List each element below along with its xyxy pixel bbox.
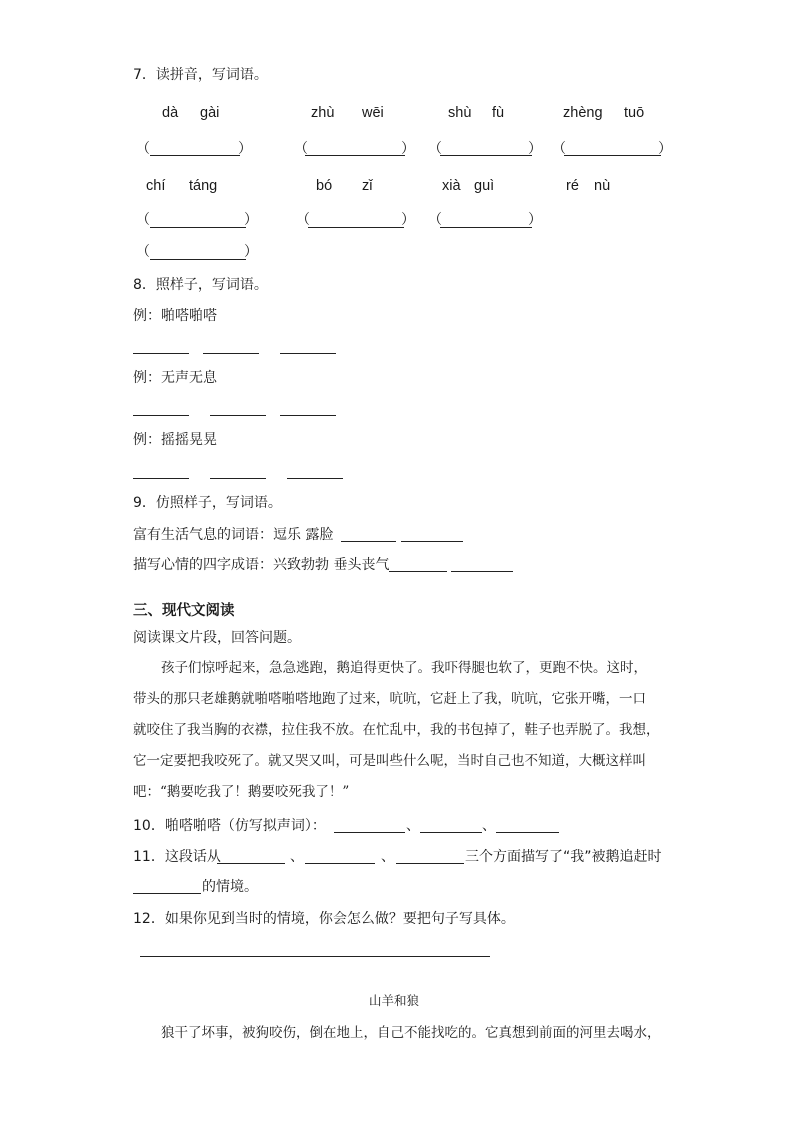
q12-text: 12．如果你见到当时的情境，你会怎么做？要把句子写具体。 (133, 911, 515, 927)
answer-blank[interactable] (341, 541, 396, 542)
pinyin: shù (448, 105, 472, 121)
separator: 、 (290, 849, 304, 865)
answer-blank[interactable] (217, 863, 285, 864)
pinyin: chí (146, 178, 166, 194)
separator: 、 (381, 849, 395, 865)
answer-blank[interactable] (150, 227, 246, 228)
pinyin: zhèng (563, 105, 603, 121)
q8-example-3: 例：摇摇晃晃 (133, 432, 217, 448)
pinyin: táng (189, 178, 218, 194)
answer-blank[interactable] (451, 571, 513, 572)
bracket-close: ） (244, 244, 258, 260)
answer-blank[interactable] (564, 155, 661, 156)
answer-blank[interactable] (305, 863, 375, 864)
bracket-open: （ (294, 141, 308, 157)
answer-blank[interactable] (401, 541, 463, 542)
story-line: 狼干了坏事，被狗咬伤，倒在地上，自己不能找吃的。它真想到前面的河里去喝水， (161, 1025, 661, 1041)
pinyin: dà (162, 105, 179, 121)
bracket-open: （ (552, 141, 566, 157)
pinyin: tuō (624, 105, 645, 121)
pinyin: wēi (362, 105, 384, 121)
bracket-close: ） (244, 212, 258, 228)
passage-line: 就咬住了我当胸的衣襟，拉住我不放。在忙乱中，我的书包掉了，鞋子也弄脱了。我想， (133, 722, 660, 738)
pinyin: xià (442, 178, 461, 194)
q8-example-2: 例：无声无息 (133, 370, 217, 386)
answer-blank[interactable] (133, 353, 189, 354)
q11-text-b: 三个方面描写了“我”被鹅追赶时 (465, 849, 662, 865)
answer-blank[interactable] (280, 415, 336, 416)
bracket-open: （ (296, 212, 310, 228)
bracket-close: ） (401, 141, 415, 157)
bracket-close: ） (658, 141, 672, 157)
bracket-close: ） (528, 141, 542, 157)
answer-blank[interactable] (305, 155, 405, 156)
q7-title: 7．读拼音，写词语。 (133, 67, 268, 83)
pinyin: bó (316, 178, 333, 194)
passage-line: 带头的那只老雄鹅就啪嗒啪嗒地跑了过来，吭吭，它赶上了我，吭吭，它张开嘴，一口 (133, 691, 646, 707)
reading-instruction: 阅读课文片段，回答问题。 (133, 630, 301, 646)
answer-blank[interactable] (203, 353, 259, 354)
pinyin: gài (200, 105, 220, 121)
q10-text: 10．啪嗒啪嗒（仿写拟声词）： (133, 818, 326, 834)
pinyin: ré (566, 178, 579, 194)
answer-blank[interactable] (280, 353, 336, 354)
q11-text-a: 11．这段话从 (133, 849, 221, 865)
answer-line[interactable] (140, 956, 490, 957)
answer-blank[interactable] (334, 832, 405, 833)
answer-blank[interactable] (150, 155, 240, 156)
bracket-open: （ (428, 141, 442, 157)
passage-line: 吧：“鹅要吃我了！鹅要咬死我了！” (133, 784, 350, 800)
bracket-close: ） (528, 212, 542, 228)
pinyin: guì (474, 178, 495, 194)
q8-example-1: 例：啪嗒啪嗒 (133, 308, 217, 324)
answer-blank[interactable] (389, 571, 447, 572)
separator: 、 (406, 818, 420, 834)
pinyin: zhù (311, 105, 335, 121)
passage-line: 它一定要把我咬死了。就又哭又叫，可是叫些什么呢，当时自己也不知道，大概这样叫 (133, 753, 646, 769)
bracket-open: （ (428, 212, 442, 228)
answer-blank[interactable] (210, 415, 266, 416)
section-heading: 三、现代文阅读 (133, 603, 235, 619)
pinyin: zǐ (362, 178, 373, 194)
bracket-close: ） (401, 212, 415, 228)
pinyin: nù (594, 178, 611, 194)
answer-blank[interactable] (440, 155, 532, 156)
answer-blank[interactable] (210, 478, 266, 479)
story-title: 山羊和狼 (369, 993, 420, 1008)
bracket-open: （ (136, 212, 150, 228)
answer-blank[interactable] (420, 832, 482, 833)
bracket-close: ） (238, 141, 252, 157)
q9-line-1: 富有生活气息的词语：逗乐 露脸 (133, 527, 334, 543)
separator: 、 (482, 818, 496, 834)
answer-blank[interactable] (496, 832, 559, 833)
answer-blank[interactable] (287, 478, 343, 479)
bracket-open: （ (136, 244, 150, 260)
answer-blank[interactable] (440, 227, 532, 228)
bracket-open: （ (136, 141, 150, 157)
answer-blank[interactable] (150, 259, 246, 260)
answer-blank[interactable] (396, 863, 464, 864)
q8-title: 8．照样子，写词语。 (133, 277, 268, 293)
answer-blank[interactable] (133, 415, 189, 416)
passage-line: 孩子们惊呼起来，急急逃跑，鹅追得更快了。我吓得腿也软了，更跑不快。这时， (161, 660, 647, 676)
q9-title: 9．仿照样子，写词语。 (133, 495, 282, 511)
answer-blank[interactable] (308, 227, 404, 228)
q9-line-2: 描写心情的四字成语：兴致勃勃 垂头丧气 (133, 557, 390, 573)
pinyin: fù (492, 105, 505, 121)
answer-blank[interactable] (133, 893, 201, 894)
q11-text-c: 的情境。 (202, 879, 258, 895)
answer-blank[interactable] (133, 478, 189, 479)
